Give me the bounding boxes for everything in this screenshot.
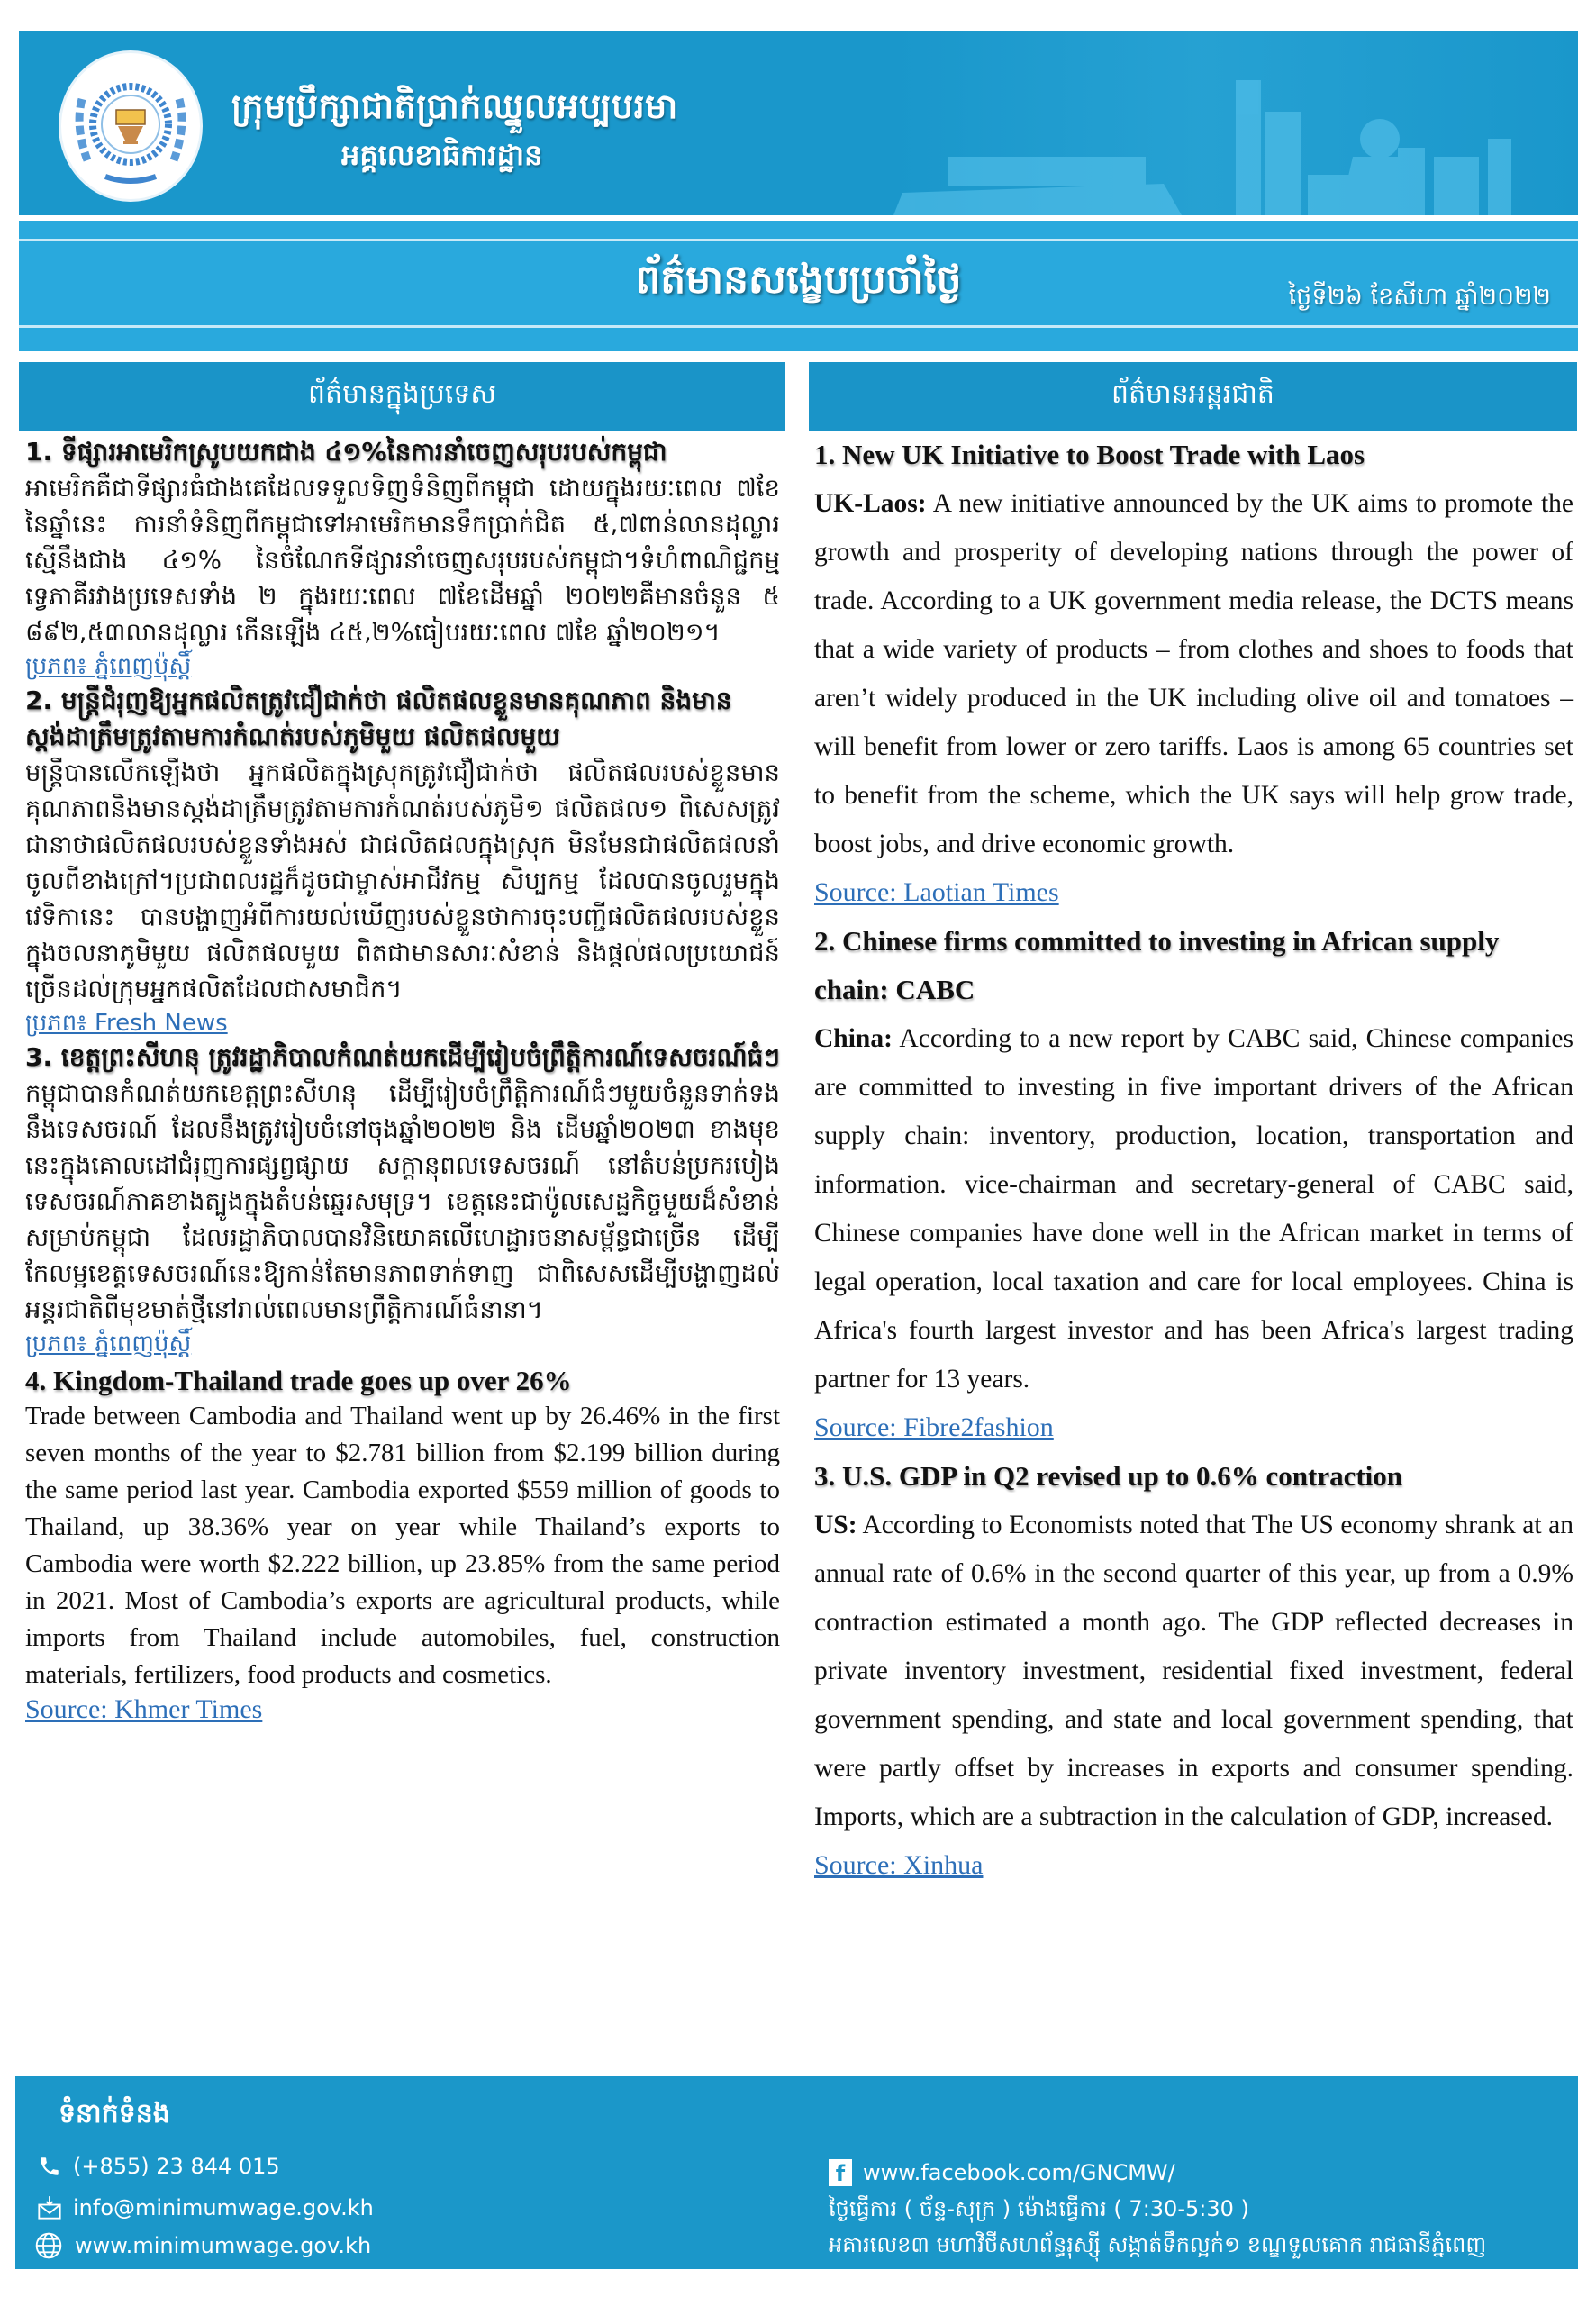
article-body [814,479,1573,868]
ministry-emblem-icon [62,54,199,198]
decorative-divider [19,239,1578,241]
domestic-news-header: ព័ត៌មានក្នុងប្រទេស [19,362,785,431]
title-band [19,221,1578,351]
news-article [814,431,1573,917]
article-title: 2. Chinese firms committed to investing in African supply chain: CABC [814,925,1500,1005]
banner-background-illustration [893,31,1578,215]
article-text: According to Economists noted that The US economy shrank at an annual rate of 0.6% in the second quarter of this year, up from a 0.9% contraction estimated a month ago. The GDP reflected decreases in private inventory investment, residential fixed investment, federal government spending, and state and local government spending, that were partly offset by increases in exports and consumer spending. Imports, which are a subtraction in the calculation of GDP, increased. [814,1511,1573,1831]
article-body [814,1501,1573,1841]
article-body: អាមេរិកគឺជាទីផ្សារធំជាងគេដែលទទួលទិញទំនិញពីកម្ពុជា ដោយក្នុងរយៈពេល ៧ខែ នៃឆ្នាំនេះ ការនាំទំនិញពីកម្ពុជាទៅអាមេរិកមានទឹកប្រាក់ជិត ៥,៧ពាន់លានដុល្លារ ស្មើនឹងជាង ៤១% នៃចំណែកទីផ្សារនាំចេញសរុបរបស់កម្ពុជា។ទំហំពាណិជ្ជកម្មទ្វេភាគីរវាងប្រទេសទាំង ២ ក្នុងរយៈពេល ៧ខែដើមឆ្នាំ ២០២២គឺមានចំនួន ៥ ៨៩២,៥៣លានដុល្លារ កើនឡើង ៤៥,២%ធៀបរយៈពេល ៧ខែ ឆ្នាំ២០២១។ [25,474,780,647]
facebook-row [829,2159,1175,2186]
article-body: កម្ពុជាបានកំណត់យកខេត្តព្រះសីហនុ ដើម្បីរៀបចំព្រឹត្តិការណ៍ធំៗមួយចំនួនទាក់ទងនឹងទេសចរណ៍ ដែលនឹងត្រូវរៀបចំនៅចុងឆ្នាំ២០២២ និង ដើមឆ្នាំ២០២៣ ខាងមុខនេះក្នុងគោលដៅជំរុញការផ្សព្វផ្សាយ សក្តានុពលទេសចរណ៍ នៅតំបន់ប្រករបៀងទេសចរណ៍ភាគខាងត្បូងក្នុងតំបន់ឆ្នេរសមុទ្រ។ ខេត្តនេះជាប៉ូលសេដ្ឋកិច្ចមួយដ៏សំខាន់សម្រាប់កម្ពុជា ដែលរដ្ឋាភិបាលបានវិនិយោគលើហេដ្ឋារចនាសម្ព័ន្ធជាច្រើន ដើម្បីកែលម្អខេត្តទេសចរណ៍នេះឱ្យកាន់តែមានភាពទាក់ទាញ ជាពិសេសដើម្បីបង្ហាញដល់អន្តរជាតិពីមុខមាត់ថ្មីនៅរាល់ពេលមានព្រឹត្តិការណ៍ធំនានា។ [25,1079,780,1324]
article-source-link[interactable]: ប្រភព៖ Fresh News [25,1010,228,1037]
port-skyline-illustration-icon [893,31,1578,215]
news-article [25,1364,780,1726]
news-article [814,1452,1573,1890]
email-address[interactable]: info@minimumwage.gov.kh [73,2195,374,2220]
working-hours [829,2195,1249,2227]
article-title: 3. ខេត្តព្រះសីហនុ ត្រូវរដ្ឋាភិបាលកំណត់យកដើម្បីរៀបចំព្រឹត្តិការណ៍ទេសចរណ៍ធំៗ [25,1042,780,1072]
header-banner [19,31,1578,215]
article-lead: UK-Laos: [814,489,927,518]
article-lead: US: [814,1511,857,1539]
article-text: A new initiative announced by the UK aims to promote the growth and prosperity of developing nations through the power of trade. According to a UK government media release, the DCTS means that a wide variety of products – from clothes and shoes to foods that aren’t widely produced in the UK including olive oil and tomatoes – will benefit from lower or zero tariffs. Laos is among 65 countries set to benefit from the scheme, which the UK says will help grow trade, boost jobs, and drive economic growth. [814,489,1573,858]
phone-number[interactable]: (+855) 23 844 015 [73,2154,280,2179]
international-news-header: ព័ត៌មានអន្តរជាតិ [809,362,1577,431]
news-article [25,434,780,683]
document-date: ថ្ងៃទី២៦ ខែសីហា ឆ្នាំ២០២២ [1288,283,1551,311]
contact-footer [15,2076,1578,2269]
decorative-divider [19,325,1578,328]
news-article [25,683,780,1040]
organization-name: ក្រុមប្រឹក្សាជាតិប្រាក់ឈ្នួលអប្បបរមា [231,86,678,126]
office-address [829,2231,1486,2263]
article-title: 1. ទីផ្សារអាមេរិកស្រូបយកជាង ៤១%នៃការនាំចេញសរុបរបស់កម្ពុជា [25,437,667,467]
article-text: According to a new report by CABC said, Chinese companies are committed to investing in five important drivers of the African supply chain: inventory, production, location, transportation and information. vice-chairman and secretary-general of CABC said, Chinese companies have done well in the African market in terms of legal operation, local taxation and care for local employees. China is Africa's fourth largest investor and has been Africa's largest trading partner for 13 years. [814,1024,1573,1394]
email-row [35,2193,374,2222]
article-source-link[interactable]: Source: Khmer Times [25,1694,263,1724]
email-icon [35,2193,64,2222]
article-source-link[interactable]: Source: Xinhua [814,1850,984,1880]
news-article [814,917,1573,1452]
website-row [32,2231,371,2260]
globe-icon [32,2231,66,2260]
article-source-link[interactable]: ប្រភព៖ ភ្នំពេញប៉ុស្តិ៍ [25,653,192,680]
article-body: Trade between Cambodia and Thailand went up by 26.46% in the first seven months of the year to $2.781 billion from $2.199 billion during the same period last year. Cambodia exported $559 million of goods to Thailand, up 38.36% year on year while Thailand’s exports to Cambodia were worth $2.222 billion, up 23.85% from the same period in 2021. Most of Cambodia’s exports are agricultural products, while imports from Thailand include automobiles, fuel, construction materials, fertilizers, food products and cosmetics. [25,1402,780,1689]
phone-row [35,2152,280,2181]
document-title: ព័ត៌មានសង្ខេបប្រចាំថ្ងៃ [635,257,962,303]
news-article [25,1040,780,1360]
organization-department: អគ្គលេខាធិការដ្ឋាន [341,138,543,172]
article-title: 3. U.S. GDP in Q2 revised up to 0.6% contraction [814,1460,1403,1492]
domestic-news-column [25,434,780,1726]
article-lead: China: [814,1024,893,1053]
phone-icon [35,2152,64,2181]
ministry-logo [59,50,203,202]
contact-title: ទំនាក់ទំនង [59,2098,170,2129]
article-source-link[interactable]: Source: Laotian Times [814,877,1059,907]
website-link[interactable]: www.minimumwage.gov.kh [75,2233,372,2258]
article-title: 4. Kingdom-Thailand trade goes up over 26% [25,1365,572,1396]
article-title: 1. New UK Initiative to Boost Trade with Laos [814,439,1365,470]
facebook-link[interactable]: www.facebook.com/GNCMW/ [863,2160,1175,2185]
office-address-text: អគារលេខ៣ មហាវិថីសហព័ន្ធរុស្ស៊ី សង្កាត់ទឹកល្អក់១ ខណ្ឌទួលគោក រាជធានីភ្នំពេញ [829,2232,1487,2257]
facebook-icon: f [829,2159,852,2186]
article-source-link[interactable]: ប្រភព៖ ភ្នំពេញប៉ុស្តិ៍ [25,1330,192,1357]
article-title: 2. មន្រ្តីជំរុញឱ្យអ្នកផលិតត្រូវជឿជាក់ថា ផលិតផលខ្លួនមានគុណភាព និងមានស្តង់ដាត្រឹមត្រូវតាមការកំណត់របស់ភូមិមួយ ផលិតផលមួយ [25,685,732,751]
article-body [814,1014,1573,1403]
working-hours-text: ថ្ងៃធ្វើការ ( ច័ន្ទ-សុក្រ ) ម៉ោងធ្វើការ ( 7:30-5:30 ) [829,2196,1249,2221]
international-news-column [814,431,1573,1890]
article-body: មន្ត្រីបានលើកឡើងថា អ្នកផលិតក្នុងស្រុកត្រូវជឿជាក់ថា ផលិតផលរបស់ខ្លួនមានគុណភាពនិងមានស្តង់ដាត្រឹមត្រូវតាមការកំណត់របស់ភូមិ១ ផលិតផល១ ពិសេសត្រូវជានាថាផលិតផលរបស់ខ្លួនទាំងអស់ ជាផលិតផលក្នុងស្រុក មិនមែនជាផលិតផលនាំចូលពីខាងក្រៅ។ប្រជាពលរដ្ឋក៏ដូចជាម្ចាស់អាជីវកម្ម សិប្បកម្ម ដែលបានចូលរួមក្នុងវេទិកានេះ បានបង្ហាញអំពីការយល់ឃើញរបស់ខ្លួនថាការចុះបញ្ជីផលិតផលរបស់ខ្លួនក្នុងចលនាភូមិមួយ ផលិតផលមួយ ពិតជាមានសារៈសំខាន់ និងផ្តល់ផលប្រយោជន៍ច្រើនដល់ក្រុមអ្នកផលិតដែលជាសមាជិក។ [25,758,780,1003]
article-source-link[interactable]: Source: Fibre2fashion [814,1412,1054,1442]
